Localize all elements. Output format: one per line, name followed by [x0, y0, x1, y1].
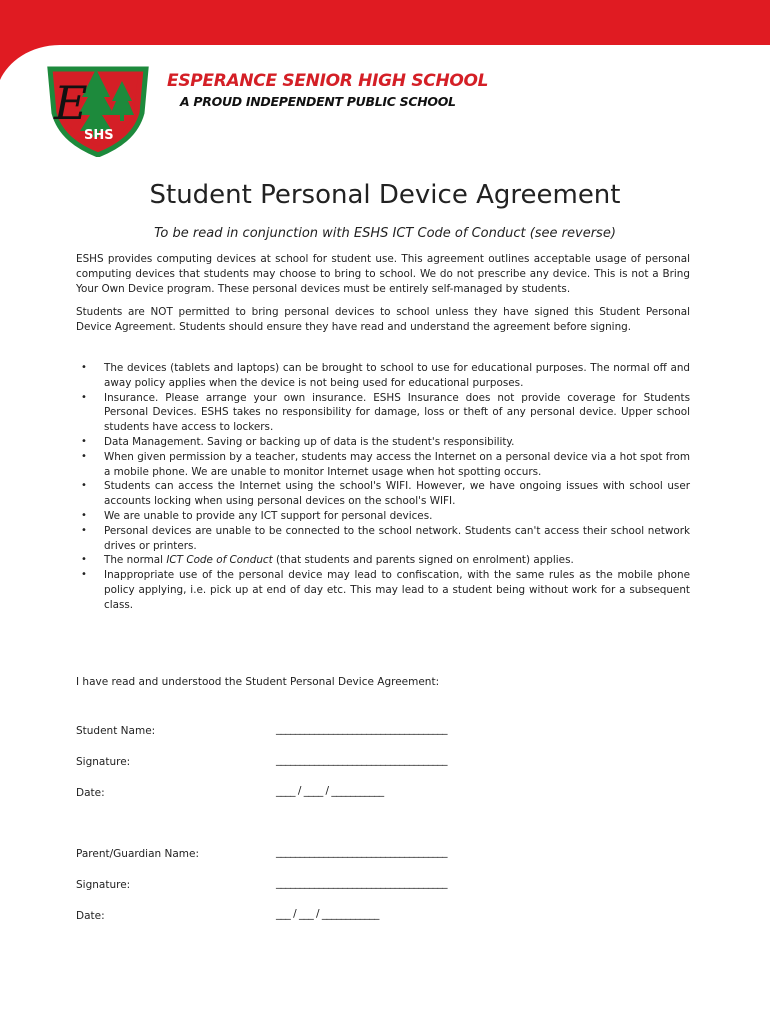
- parent-name-field[interactable]: ____________________________________: [276, 846, 447, 858]
- bullet-icon: •: [81, 554, 87, 566]
- parent-date-field[interactable]: ___ / ___ / ____________: [276, 908, 379, 920]
- permission-paragraph: Students are NOT permitted to bring personal devices to school unless they have signed this Student Personal Device Agreement. Students should ensure they have read and understand the agreement before signing.: [76, 306, 690, 334]
- bullet-icon: •: [81, 391, 87, 403]
- parent-signature-field[interactable]: ____________________________________: [276, 877, 447, 889]
- bullet-icon: •: [81, 569, 87, 581]
- list-item: • Personal devices are unable to be connected to the school network. Students can't access their school network drives or printers.: [81, 524, 690, 552]
- bullet-icon: •: [81, 524, 87, 536]
- bullet-icon: •: [81, 435, 87, 447]
- list-item: • Students can access the Internet using the school's WIFI. However, we have ongoing issues with school user accounts locking when using personal devices on the school's WIFI.: [81, 480, 690, 508]
- parent-date-label: Date:: [76, 910, 105, 922]
- student-signature-field[interactable]: ____________________________________: [276, 754, 447, 766]
- school-tagline: A PROUD INDEPENDENT PUBLIC SCHOOL: [180, 94, 456, 109]
- student-name-label: Student Name:: [76, 725, 156, 737]
- agreement-body: [76, 252, 690, 613]
- intro-paragraph: ESHS provides computing devices at school for student use. This agreement outlines acceptable usage of personal computing devices that students may choose to bring to school. We do not prescribe any device. This is not a Bring Your Own Device program. These personal devices must be entirely self-managed by students.: [76, 253, 690, 295]
- bullet-icon: •: [81, 480, 87, 492]
- document-title: Student Personal Device Agreement: [149, 180, 621, 210]
- student-date-field[interactable]: ____ / ____ / ___________: [276, 785, 384, 797]
- list-item: • Inappropriate use of the personal device may lead to confiscation, with the same rules as the mobile phone policy applying, i.e. pick up at end of day etc. This may lead to a student being without work for a subsequent class.: [81, 569, 690, 611]
- student-name-field[interactable]: ____________________________________: [276, 723, 447, 735]
- school-crest-logo: [44, 57, 152, 157]
- list-item: • We are unable to provide any ICT support for personal devices.: [81, 509, 433, 522]
- student-signature-label: Signature:: [76, 756, 131, 768]
- bullet-icon: •: [81, 509, 87, 521]
- ict-code-emphasis: ICT Code of Conduct: [166, 554, 273, 567]
- document-subtitle: To be read in conjunction with ESHS ICT Code of Conduct (see reverse): [154, 226, 616, 241]
- list-item: • Insurance. Please arrange your own insurance. ESHS Insurance does not provide coverage for Students Personal Devices. ESHS takes no responsibility for damage, loss or theft of any personal device. Upper school students have access to lockers.: [81, 391, 690, 434]
- crest-letters: SHS: [84, 128, 114, 143]
- crest-letter-e: E: [54, 76, 88, 130]
- list-item: • The normal ICT Code of Conduct (that students and parents signed on enrolment) applies.: [81, 554, 574, 567]
- school-name: ESPERANCE SENIOR HIGH SCHOOL: [167, 71, 489, 91]
- bullet-icon: •: [81, 361, 87, 373]
- student-date-label: Date:: [76, 787, 105, 799]
- parent-signature-label: Signature:: [76, 879, 131, 891]
- parent-name-label: Parent/Guardian Name:: [76, 848, 200, 860]
- list-item: • Data Management. Saving or backing up of data is the student's responsibility.: [81, 435, 515, 448]
- list-item: • The devices (tablets and laptops) can be brought to school to use for educational purposes. The normal off and away policy applies when the device is not being used for educational purposes.: [81, 361, 690, 389]
- list-item: • When given permission by a teacher, students may access the Internet on a personal device via a hot spot from a mobile phone. We are unable to monitor Internet usage when hot spotting occurs.: [81, 450, 690, 478]
- conditions-list: [76, 361, 690, 613]
- confirmation-statement: I have read and understood the Student Personal Device Agreement:: [76, 676, 440, 688]
- bullet-icon: •: [81, 450, 87, 462]
